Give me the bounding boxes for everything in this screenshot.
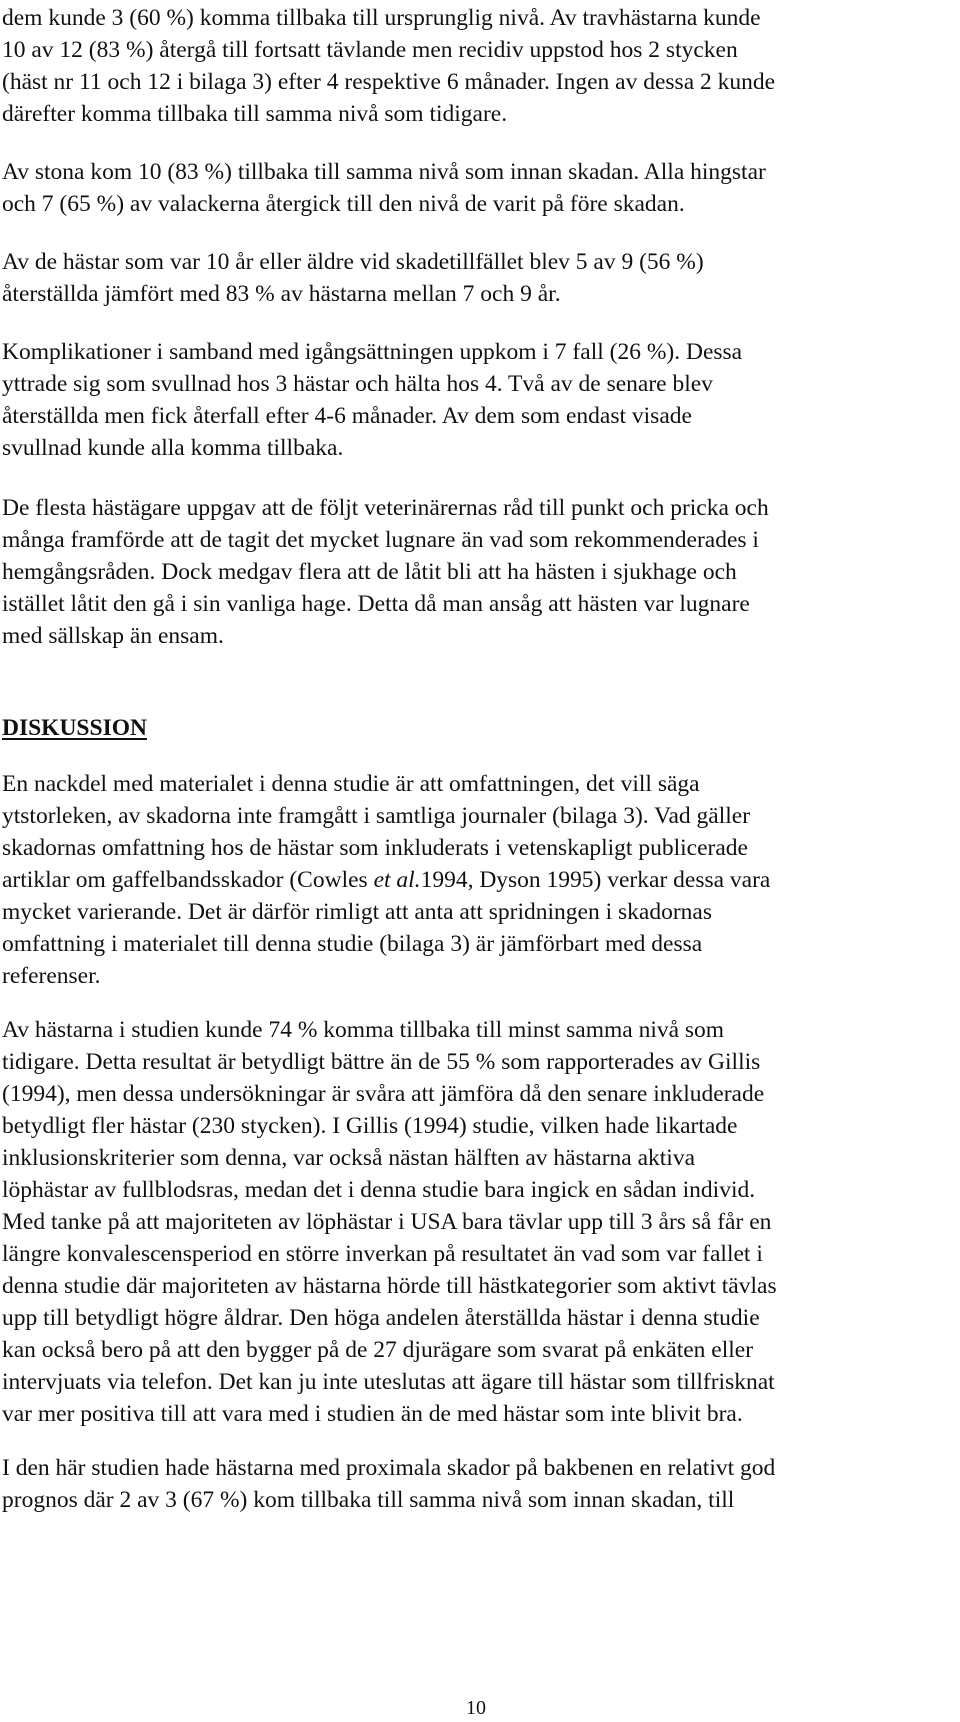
text-line: tidigare. Detta resultat är betydligt bättre än de 55 % som rapporterades av Gillis [2, 1049, 761, 1075]
text-line: De flesta hästägare uppgav att de följt veterinärernas råd till punkt och pricka och [2, 495, 769, 521]
text-line: svullnad kunde alla komma tillbaka. [2, 435, 344, 461]
text-line: Av de hästar som var 10 år eller äldre vid skadetillfället blev 5 av 9 (56 %) [2, 249, 704, 275]
text-line: artiklar om gaffelbandsskador (Cowles et al.1994, Dyson 1995) verkar dessa vara [2, 867, 771, 893]
text-line: med sällskap än ensam. [2, 623, 224, 649]
text-line: (1994), men dessa undersökningar är svåra att jämföra då den senare inkluderade [2, 1081, 765, 1107]
text-line: inklusionskriterier som denna, var också nästan hälften av hästarna aktiva [2, 1145, 696, 1171]
text-line: referenser. [2, 963, 101, 989]
text-line: hemgångsråden. Dock medgav flera att de låtit bli att ha hästen i sjukhage och [2, 559, 737, 585]
text-line: löphästar av fullblodsras, medan det i denna studie bara ingick en sådan individ. [2, 1177, 756, 1203]
text-line: En nackdel med materialet i denna studie är att omfattningen, det vill säga [2, 771, 700, 797]
text-line: mycket varierande. Det är därför rimligt att anta att spridningen i skadornas [2, 899, 712, 925]
text-line: återställda men fick återfall efter 4-6 månader. Av dem som endast visade [2, 403, 692, 429]
text-line: upp till betydligt högre åldrar. Den höga andelen återställda hästar i denna studie [2, 1305, 760, 1331]
text-line: (häst nr 11 och 12 i bilaga 3) efter 4 respektive 6 månader. Ingen av dessa 2 kunde [2, 69, 776, 95]
text-line: skadornas omfattning hos de hästar som inkluderats i vetenskapligt publicerade [2, 835, 748, 861]
italic-citation: et al. [373, 867, 421, 893]
section-heading: DISKUSSION [2, 715, 147, 741]
text-line: betydligt fler hästar (230 stycken). I Gillis (1994) studie, vilken hade likartade [2, 1113, 738, 1139]
page-number: 10 [466, 1697, 486, 1719]
text-line: istället låtit den gå i sin vanliga hage. Detta då man ansåg att hästen var lugnare [2, 591, 750, 617]
text-line: omfattning i materialet till denna studie (bilaga 3) är jämförbart med dessa [2, 931, 703, 957]
text-line: I den här studien hade hästarna med proximala skador på bakbenen en relativt god [2, 1455, 776, 1481]
text-line: längre konvalescensperiod en större inverkan på resultatet än vad som var fallet i [2, 1241, 763, 1267]
text-line: återställda jämfört med 83 % av hästarna mellan 7 och 9 år. [2, 281, 561, 307]
text-line: Av stona kom 10 (83 %) tillbaka till samma nivå som innan skadan. Alla hingstar [2, 159, 766, 185]
text-line: Med tanke på att majoriteten av löphästar i USA bara tävlar upp till 3 års så får en [2, 1209, 772, 1235]
text-line: denna studie där majoriteten av hästarna hörde till hästkategorier som aktivt tävlas [2, 1273, 777, 1299]
text-line: prognos där 2 av 3 (67 %) kom tillbaka till samma nivå som innan skadan, till [2, 1487, 735, 1513]
text-line: var mer positiva till att vara med i studien än de med hästar som inte blivit bra. [2, 1401, 743, 1427]
text-line: kan också bero på att den bygger på de 27 djurägare som svarat på enkäten eller [2, 1337, 754, 1363]
text-line: intervjuats via telefon. Det kan ju inte uteslutas att ägare till hästar som tillfrisknat [2, 1369, 775, 1395]
text-line: Av hästarna i studien kunde 74 % komma tillbaka till minst samma nivå som [2, 1017, 725, 1043]
text-line: ytstorleken, av skadorna inte framgått i samtliga journaler (bilaga 3). Vad gäller [2, 803, 751, 829]
text-line: yttrade sig som svullnad hos 3 hästar och hälta hos 4. Två av de senare blev [2, 371, 713, 397]
text-line: och 7 (65 %) av valackerna återgick till den nivå de varit på före skadan. [2, 191, 685, 217]
text-line: därefter komma tillbaka till samma nivå som tidigare. [2, 101, 508, 127]
text-line: många framförde att de tagit det mycket lugnare än vad som rekommenderades i [2, 527, 759, 553]
text-line: 10 av 12 (83 %) återgå till fortsatt tävlande men recidiv uppstod hos 2 stycken [2, 37, 738, 63]
text-line: dem kunde 3 (60 %) komma tillbaka till ursprunglig nivå. Av travhästarna kunde [2, 5, 761, 31]
text-line: Komplikationer i samband med igångsättningen uppkom i 7 fall (26 %). Dessa [2, 339, 743, 365]
